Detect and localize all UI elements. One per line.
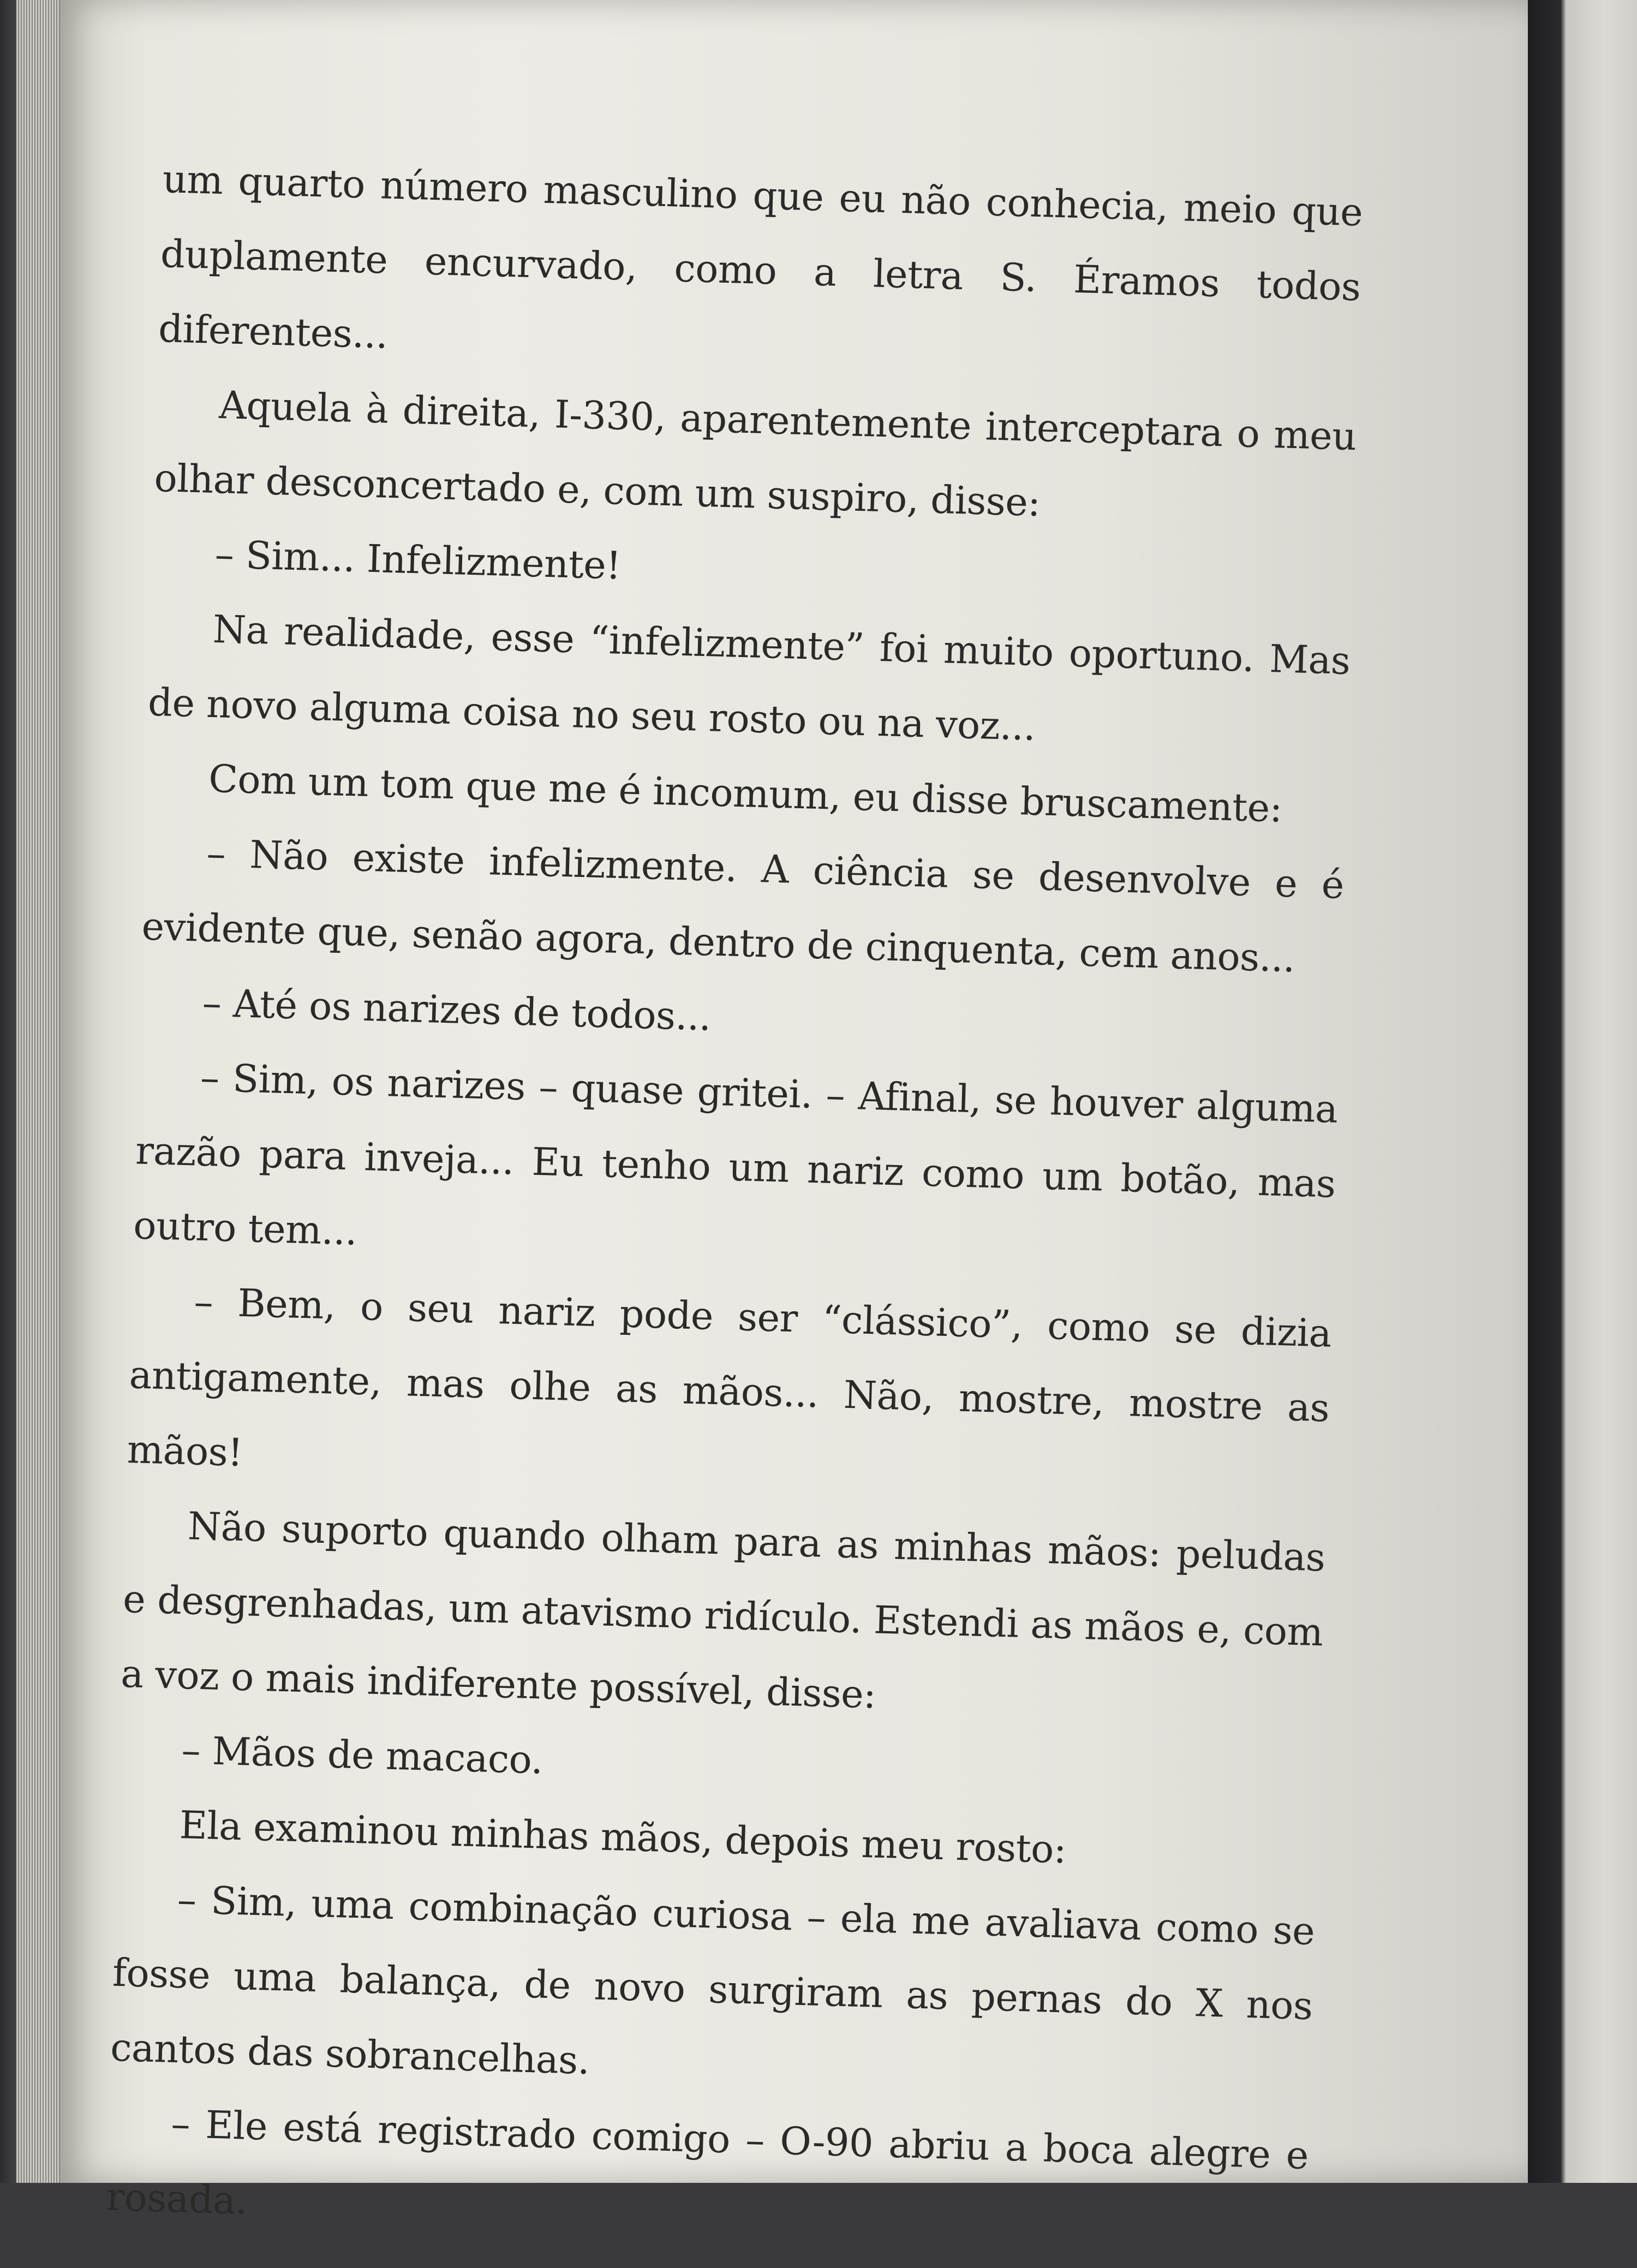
paragraph: – Até os narizes de todos...: [201, 980, 712, 1040]
paragraph: – Ele está registrado comigo – O-90 abriu a boca alegre e rosada.: [105, 2101, 1309, 2223]
paragraph: – Sim, uma combinação curiosa – ela me avaliava como se fosse uma balança, de novo surgiram as pernas do X nos cantos das sobrancelhas.: [110, 1877, 1316, 2084]
paragraph: Ela examinou minhas mãos, depois meu rosto:: [178, 1803, 1067, 1872]
paragraph: Na realidade, esse “infelizmente” foi muito oportuno. Mas de novo alguma coisa no seu rosto ou na voz...: [147, 606, 1351, 750]
paragraph: Com um tom que me é incomum, eu disse bruscamente:: [208, 756, 1283, 831]
paragraph: – Não existe infelizmente. A ciência se desenvolve e é evidente que, senão agora, dentro de cinquenta, cem anos...: [141, 831, 1345, 981]
page-text: [105, 142, 1364, 2268]
paragraph: – Bem, o seu nariz pode ser “clássico”, como se dizia antigamente, mas olhe as mãos... Não, mostre, mostre as mãos!: [126, 1279, 1333, 1475]
paragraph: Não suporto quando olham para as minhas mãos: peludas e desgrenhadas, um atavismo ridículo. Estendi as mãos e, com a voz o mais indiferente possível, disse:: [120, 1503, 1326, 1717]
paragraph: – Mãos de macaco.: [181, 1728, 544, 1783]
page-edges: [16, 0, 65, 2183]
paragraph: um quarto número masculino que eu não conhecia, meio que duplamente encurvado, como a letra S. Éramos todos diferentes...: [158, 156, 1364, 357]
paragraph: Aquela à direita, I-330, aparentemente interceptara o meu olhar desconcertado e, com um suspiro, disse:: [153, 383, 1357, 526]
paragraph: – Sim, os narizes – quase gritei. – Afinal, se houver alguma razão para inveja... Eu tenho um nariz como um botão, mas outro tem...: [133, 1055, 1339, 1254]
facing-page-edge: [1528, 0, 1637, 2183]
paragraph: – Sim... Infelizmente!: [214, 532, 622, 588]
